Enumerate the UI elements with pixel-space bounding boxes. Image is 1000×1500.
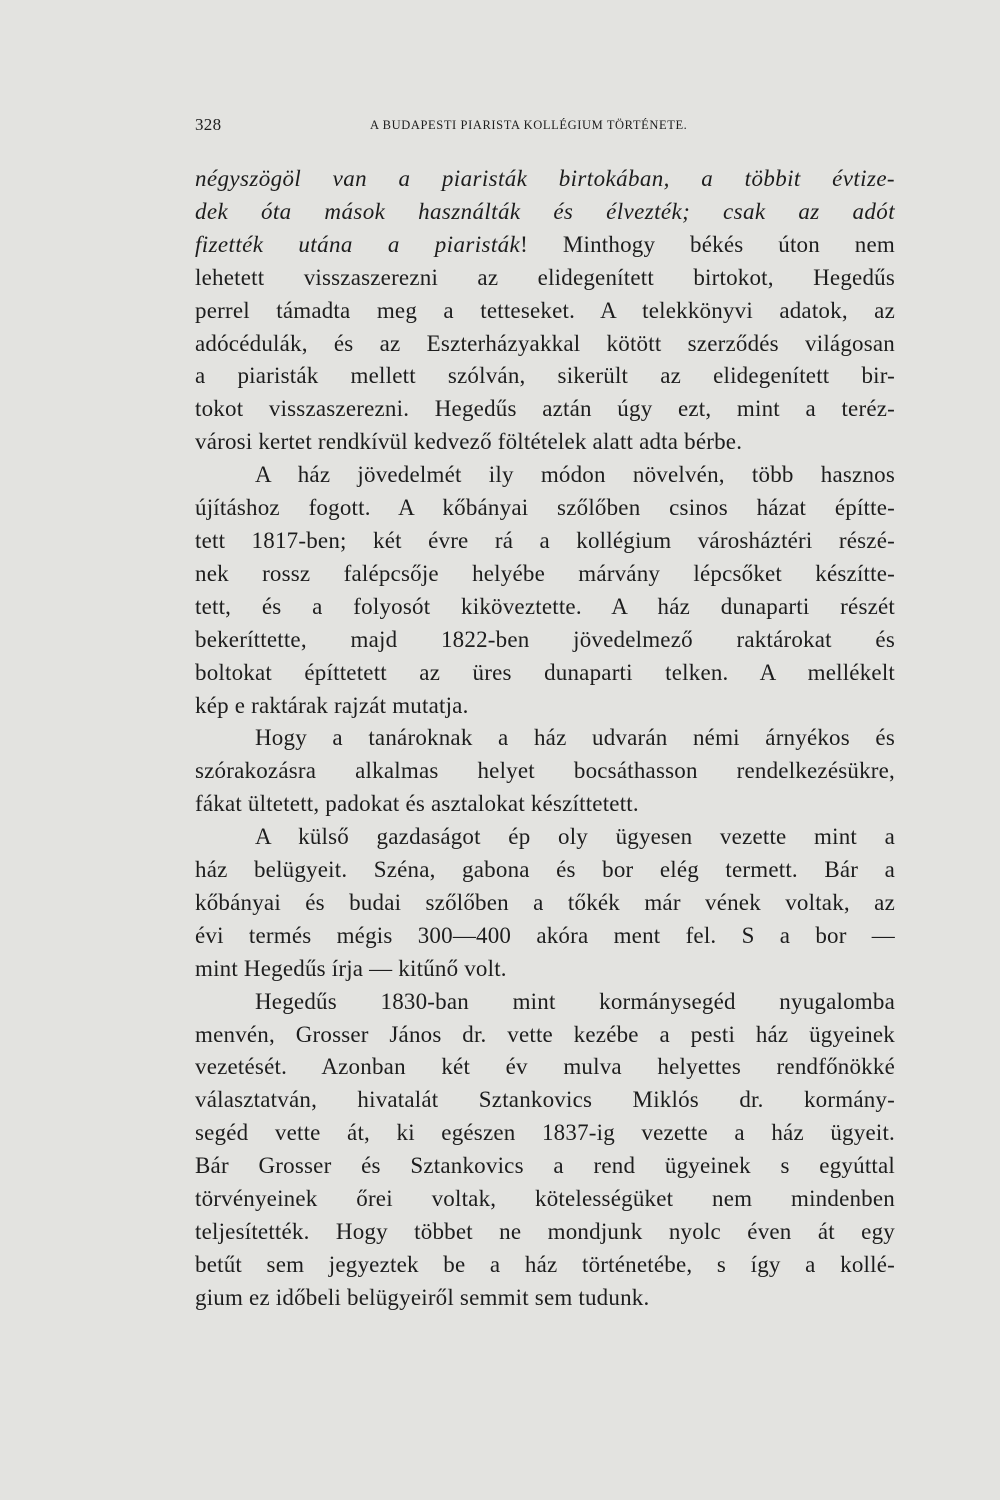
text-line: lehetett visszaszerezni az elidegenített birtokot, Hegedűs [195,264,895,290]
text-line: betűt sem jegyeztek be a ház történetébe, s így a kollé- [195,1251,895,1277]
text-line: újításhoz fogott. A kőbányai szőlőben csinos házat építte- [195,495,895,521]
text-line [195,196,895,229]
body-text [195,163,895,1315]
text-line: tett, és a folyosót kiköveztette. A ház dunaparti részét [195,593,895,619]
paragraph-first-line: Hogy a tanároknak a ház udvarán némi árnyékos és [255,725,895,751]
text-line: segéd vette át, ki egészen 1837-ig vezette a ház ügyeit. [195,1120,895,1146]
text-line: kép e raktárak rajzát mutatja. [195,692,469,718]
text-line: városi kertet rendkívül kedvező föltételek alatt adta bérbe. [195,429,743,455]
text-line: boltokat építtetett az üres dunaparti telken. A mellékelt [195,659,895,685]
text-line: mint Hegedűs írja — kitűnő volt. [195,955,507,981]
text-line: vezetését. Azonban két év mulva helyettes rendfőnökké [195,1054,895,1080]
text-line: kőbányai és budai szőlőben a tőkék már vének voltak, az [195,889,895,915]
paragraph-first-line: A ház jövedelmét ily módon növelvén, több hasznos [255,462,895,488]
text-line: nek rossz falépcsője helyébe márvány lépcsőket készítte- [195,560,895,586]
text-line: a piaristák mellett szólván, sikerült az elidegenített bir- [195,363,895,389]
text-line: gium ez időbeli belügyeiről semmit sem tudunk. [195,1284,650,1310]
text-line: teljesítették. Hogy többet ne mondjunk nyolc éven át egy [195,1219,895,1244]
text-line: évi termés mégis 300—400 akóra ment fel. S a bor — [195,922,895,948]
text-line: szórakozásra alkalmas helyet bocsáthasson rendelkezésükre, [195,758,895,784]
paragraph-first-line: Hegedűs 1830-ban mint kormánysegéd nyugalomba [255,988,895,1014]
running-header [195,115,895,135]
text-line [195,163,895,196]
italic-text: fizették utána a piaristák [195,231,521,257]
italic-text: dek óta mások használták és élvezték; csak az adót [195,198,895,224]
page-number: 328 [195,115,222,134]
text-line: választatván, hivatalát Sztankovics Miklós dr. kormány- [195,1087,895,1113]
paragraph-first-line: A külső gazdaságot ép oly ügyesen vezette mint a [255,824,895,850]
text-line: fákat ültetett, padokat és asztalokat készíttetett. [195,791,639,817]
roman-text: ! Minthogy békés úton nem [520,231,895,257]
text-line: Bár Grosser és Sztankovics a rend ügyeinek s egyúttal [195,1153,895,1179]
text-line: törvényeinek őrei voltak, kötelességüket nem mindenben [195,1186,895,1212]
italic-text: négyszögöl van a piaristák birtokában, a többit évtize- [195,166,895,191]
text-line: ház belügyeit. Széna, gabona és bor elég termett. Bár a [195,857,895,883]
running-title: A BUDAPESTI PIARISTA KOLLÉGIUM TÖRTÉNETE. [370,118,688,132]
text-line: tett 1817-ben; két évre rá a kollégium városháztéri részé- [195,527,895,553]
text-line: menvén, Grosser János dr. vette kezébe a pesti ház ügyeinek [195,1021,895,1047]
text-line: adócédulák, és az Eszterházyakkal kötött szerződés világosan [195,330,895,356]
text-line: perrel támadta meg a tetteseket. A telekkönyvi adatok, az [195,297,895,323]
text-line: tokot visszaszerezni. Hegedűs aztán úgy ezt, mint a teréz- [195,396,895,422]
text-line: bekeríttette, majd 1822-ben jövedelmező raktárokat és [195,626,895,652]
text-line [195,229,895,262]
